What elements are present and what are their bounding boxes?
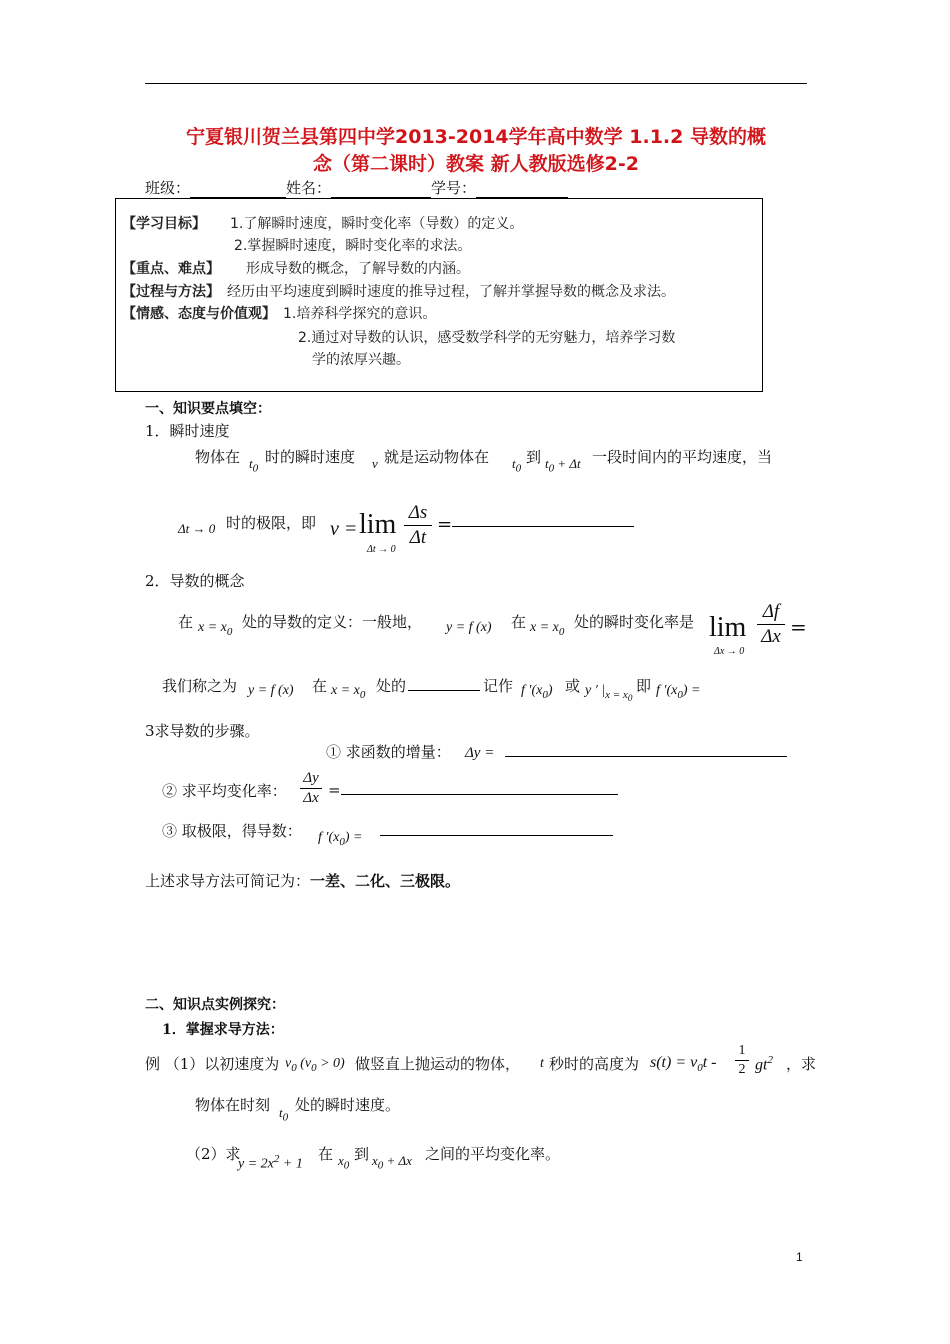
item2-text-b: 处的导数的定义：一般地， bbox=[242, 613, 423, 631]
example2-b: 在 bbox=[318, 1145, 334, 1163]
id-label: 学号： bbox=[431, 179, 477, 197]
item2-text-h: 记作 bbox=[483, 677, 514, 695]
blank-step1[interactable] bbox=[505, 756, 787, 757]
class-label: 班级： bbox=[145, 179, 191, 197]
blank-step2[interactable] bbox=[341, 794, 618, 795]
x-eq-x0: $x = x_0$ bbox=[198, 620, 233, 638]
summary-label: 上述求导方法可简记为： bbox=[145, 872, 311, 890]
v-symbol: v bbox=[372, 456, 378, 471]
v-equals: v = bbox=[330, 518, 358, 540]
item1-text-f: 时的极限，即 bbox=[226, 514, 317, 532]
lim-symbol: lim bbox=[359, 509, 397, 540]
gt-squared: $gt^2$ bbox=[755, 1054, 773, 1074]
item2-text-g: 处的 bbox=[376, 677, 407, 695]
header-rule bbox=[145, 83, 807, 84]
example1-f: 处的瞬时速度。 bbox=[295, 1096, 401, 1114]
item2-title: 2．导数的概念 bbox=[145, 572, 245, 590]
emotion-2b: 学的浓厚兴趣。 bbox=[312, 352, 410, 368]
example1-d: ，求 bbox=[786, 1055, 817, 1073]
emotion-1: 1.培养科学探究的意识。 bbox=[283, 306, 437, 322]
t-symbol: t bbox=[540, 1056, 544, 1071]
goal-tag: 【学习目标】 bbox=[122, 216, 206, 232]
example1-b: 做竖直上抛运动的物体， bbox=[355, 1055, 521, 1073]
y-eq-fx-2: y = f (x) bbox=[248, 683, 294, 698]
section1-heading: 一、知识要点填空： bbox=[145, 401, 271, 417]
page-number: 1 bbox=[796, 1250, 803, 1264]
emotion-2a: 2.通过对导数的认识，感受数学科学的无穷魅力，培养学习数 bbox=[298, 330, 676, 346]
item1-text-e: 一段时间内的平均速度，当 bbox=[592, 448, 773, 466]
section2-sub1: 1．掌握求导方法： bbox=[162, 1022, 284, 1038]
class-blank[interactable] bbox=[190, 179, 286, 198]
item1-title: 1．瞬时速度 bbox=[145, 422, 230, 440]
example1-e: 物体在时刻 bbox=[195, 1096, 271, 1114]
item2-text-i: 或 bbox=[565, 677, 581, 695]
one-half: 1 2 bbox=[735, 1043, 749, 1078]
blank-step3[interactable] bbox=[380, 835, 613, 836]
blank-derivative-name[interactable] bbox=[408, 690, 480, 691]
lim-symbol-2: lim bbox=[709, 612, 747, 643]
lim-sub-2: Δx → 0 bbox=[714, 646, 745, 657]
name-label: 姓名： bbox=[286, 179, 332, 197]
t0-symbol-2: $t_0$ bbox=[512, 456, 522, 475]
summary bbox=[145, 870, 460, 891]
height-formula: $s(t) = v_0t$ - bbox=[650, 1054, 717, 1075]
emotion-tag: 【情感、态度与价值观】 bbox=[122, 306, 276, 322]
t0-symbol: $t_0$ bbox=[249, 456, 259, 475]
f-prime-x0-eq: f $'(x_0)$ = bbox=[656, 683, 701, 701]
objectives-box bbox=[115, 198, 763, 392]
ds-over-dt: Δs Δt bbox=[404, 502, 432, 549]
y-eq-fx: y = f (x) bbox=[446, 620, 492, 635]
name-blank[interactable] bbox=[331, 179, 431, 198]
equals-sign-2: = bbox=[790, 615, 807, 639]
item1-text-c: 就是运动物体在 bbox=[384, 448, 490, 466]
x-eq-x0-2: $x = x_0$ bbox=[530, 620, 565, 638]
dy-eq: Δy = bbox=[465, 745, 495, 761]
df-over-dx: Δf Δx bbox=[757, 601, 785, 648]
item2-text-d: 处的瞬时变化率是 bbox=[574, 613, 695, 631]
dt-to-zero: Δt → 0 bbox=[178, 521, 216, 536]
example1-a: 例 （1）以初速度为 bbox=[145, 1055, 280, 1073]
equals-sign: = bbox=[437, 514, 453, 535]
item2-text-f: 在 bbox=[312, 677, 328, 695]
item3-title: 3求导数的步骤。 bbox=[145, 722, 260, 740]
t0-symbol-3: $t_0$ bbox=[279, 1105, 289, 1124]
key-text: 形成导数的概念，了解导数的内涵。 bbox=[246, 261, 470, 277]
step2: ② 求平均变化率： bbox=[162, 782, 287, 800]
section2-heading: 二、知识点实例探究： bbox=[145, 997, 285, 1013]
item2-text-a: 在 bbox=[178, 613, 194, 631]
goal-1: 1.了解瞬时速度，瞬时变化率（导数）的定义。 bbox=[230, 216, 524, 232]
document-title-line2: 念（第二课时）教案 新人教版选修2-2 bbox=[313, 153, 639, 175]
f-prime-x0-eq-2: f $'(x_0)$ = bbox=[318, 830, 363, 848]
example1-c: 秒时的高度为 bbox=[549, 1055, 640, 1073]
y-eq-2x2-plus-1: $y = 2x^2 + 1$ bbox=[238, 1153, 303, 1172]
item1-text-a: 物体在 bbox=[195, 448, 241, 466]
summary-mnemonic: 一差、二化、三极限。 bbox=[310, 872, 461, 890]
x0-symbol: $x_0$ bbox=[338, 1153, 350, 1172]
blank-instant-velocity[interactable] bbox=[452, 526, 634, 527]
step3: ③ 取极限，得导数： bbox=[162, 822, 302, 840]
item2-text-j: 即 bbox=[636, 677, 652, 695]
student-info bbox=[145, 177, 568, 198]
example2-c: 到 bbox=[354, 1145, 370, 1163]
x0-plus-dx: $x_0 + \Delta x$ bbox=[372, 1153, 412, 1172]
key-tag: 【重点、难点】 bbox=[122, 261, 220, 277]
id-blank[interactable] bbox=[476, 179, 568, 198]
item2-text-e: 我们称之为 bbox=[162, 677, 238, 695]
lim-sub: Δt → 0 bbox=[367, 544, 396, 555]
document-title-line1: 宁夏银川贺兰县第四中学2013-2014学年高中数学 1.1.2 导数的概 bbox=[186, 126, 766, 148]
example2-d: 之间的平均变化率。 bbox=[425, 1145, 561, 1163]
y-prime-at-x0: y ′ $|_{x = x_0}$ bbox=[585, 683, 633, 703]
t0-plus-dt: $t_0 + \Delta t$ bbox=[545, 456, 581, 475]
item1-text-d: 到 bbox=[526, 448, 542, 466]
dy-over-dx: Δy Δx bbox=[300, 770, 322, 807]
v0-condition: $v_0$ $(v_0 > 0)$ bbox=[285, 1056, 345, 1074]
process-text: 经历由平均速度到瞬时速度的推导过程，了解并掌握导数的概念及求法。 bbox=[227, 284, 675, 300]
x-eq-x0-3: $x = x_0$ bbox=[331, 683, 366, 701]
process-tag: 【过程与方法】 bbox=[122, 284, 220, 300]
goal-2: 2.掌握瞬时速度，瞬时变化率的求法。 bbox=[234, 238, 472, 254]
equals-sign-3: = bbox=[328, 781, 341, 799]
f-prime-x0: f $'(x_0)$ bbox=[521, 683, 553, 701]
item1-text-b: 时的瞬时速度 bbox=[265, 448, 356, 466]
item2-text-c: 在 bbox=[511, 613, 527, 631]
example2-a: （2）求 bbox=[186, 1145, 241, 1163]
step1: ① 求函数的增量： bbox=[326, 743, 451, 761]
